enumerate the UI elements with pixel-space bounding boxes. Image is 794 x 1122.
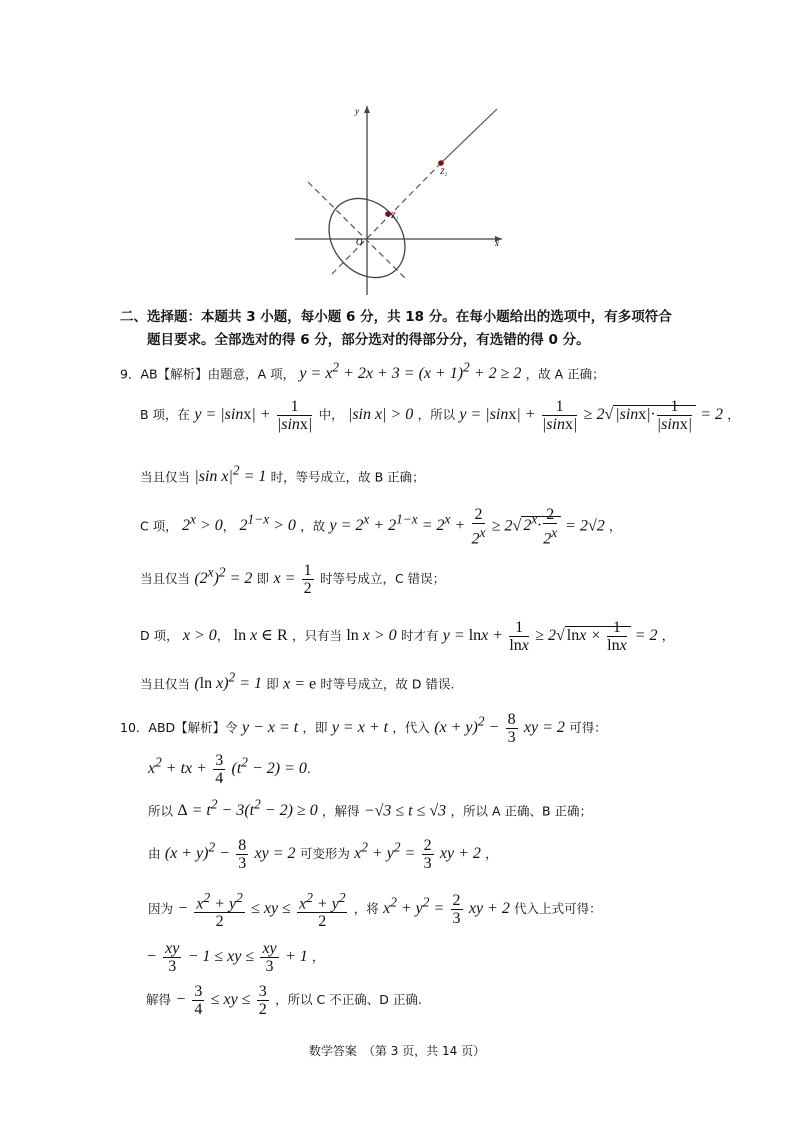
q9-line-c: C 项， $2^x > 0$， $2^{1-x} > 0$ ，故 $y = 2^x + 2^{1-x} = 2^x$ + $\frac{2}{2^x}$ ≥ 2√ $2^x\cdot$ $\frac{2}{2^x}$ = 2√2 ， — [140, 506, 622, 548]
q9-line-b-eq: 当且仅当 |sin $x|^2 = 1$ 时，等号成立，故 B 正确； — [140, 463, 425, 486]
q9-line-d: D 项， x > 0， ln x ∈ R ，只有当 ln x > 0 时才有 y = lnx + $\frac{1}{\ln x}$ ≥ 2√ lnx × $\frac{1}{\ln x}$ = 2 ， — [140, 619, 675, 655]
q10-line-head: 10．ABD【解析】令 y − x = t ，即 y = x + t ，代入 $(x + y)^2$ − $\frac{8}{3}$ xy = 2 可得： — [120, 711, 607, 746]
x-axis-label: x — [495, 238, 499, 248]
q9-line-c-eq: 当且仅当 $(2^x)^2 = 2$ 即 x = $\frac{1}{2}$ 时等号成立，C 错误； — [140, 562, 446, 597]
complex-plane-figure — [290, 100, 510, 300]
z2-label: Z₂ — [440, 167, 448, 176]
y-axis-arrow — [364, 106, 370, 113]
q10-line-6: − $\frac{xy}{3}$ − 1 ≤ xy ≤ $\frac{xy}{3}$ + 1 ， — [146, 940, 325, 975]
dashed-line-negative — [308, 182, 405, 278]
y-axis-label: y — [355, 106, 359, 116]
q10-line-5: 因为 − $\frac{x^2 + y^2}{2}$ ≤ xy ≤ $\frac{x^2 + y^2}{2}$ ，将 $x^2 + y^2$ = $\frac{2}{3}$ xy + 2 代入上式可得： — [148, 890, 602, 931]
q9-line-b: B 项，在 y = |sinx| + $\frac{1}{|\sin x|}$ 中， |sin x| > 0 ，所以 y = |sinx| + $\frac{1}{|\sin x|}$ ≥ 2√ |sinx|· $\frac{1}{|\sin x|}$ = 2 ， — [140, 398, 740, 434]
page-footer: 数学答案 （第 3 页，共 14 页） — [308, 1044, 486, 1058]
q10-line-4: 由 $(x + y)^2$ − $\frac{8}{3}$ xy = 2 可变形为 $x^2 + y^2$ = $\frac{2}{3}$ xy + 2 ， — [148, 837, 498, 872]
q9-a-formula: $y = x^2 + 2x + 3 = (x + 1)^2 + 2 \ge 2$ — [299, 360, 522, 383]
origin-label: O — [356, 237, 363, 247]
q10-line-3: 所以 $\Delta = t^2 - 3(t^2 - 2) \ge 0$ ，解得 −√3 ≤ t ≤ √3 ，所以 A 正确、B 正确； — [148, 797, 593, 820]
section-heading-line1: 二、选择题：本题共 3 小题，每小题 6 分，共 18 分。在每小题给出的选项中，有多项符合 — [120, 309, 672, 325]
z2-point — [438, 160, 444, 166]
q9-head: 9．AB【解析】由题意，A 项， — [120, 366, 296, 382]
q9-line-a: 9．AB【解析】由题意，A 项， $y = x^2 + 2x + 3 = (x + 1)^2 + 2 \ge 2$ ，故 A 正确； — [120, 360, 605, 383]
q9-line-d-eq: 当且仅当 (ln x)$^2$ = 1 即 x = e 时等号成立，故 D 错误. — [140, 670, 455, 693]
section-heading-line2: 题目要求。全部选对的得 6 分，部分选对的得部分分，有选错的得 0 分。 — [147, 332, 590, 348]
q10-line-2: $x^2$ + tx + $\frac{3}{4}$ $(t^2 - 2) = 0$. — [148, 752, 311, 787]
dashed-ray-positive — [332, 163, 441, 274]
solid-ray — [441, 109, 497, 163]
q10-head: 10．ABD【解析】令 — [120, 720, 238, 735]
q10-line-7: 解得 − $\frac{3}{4}$ ≤ xy ≤ $\frac{3}{2}$ ，所以 C 不正确、D 正确. — [146, 983, 422, 1018]
z1-label: Z₁ — [391, 211, 399, 220]
z1-point — [385, 211, 391, 217]
